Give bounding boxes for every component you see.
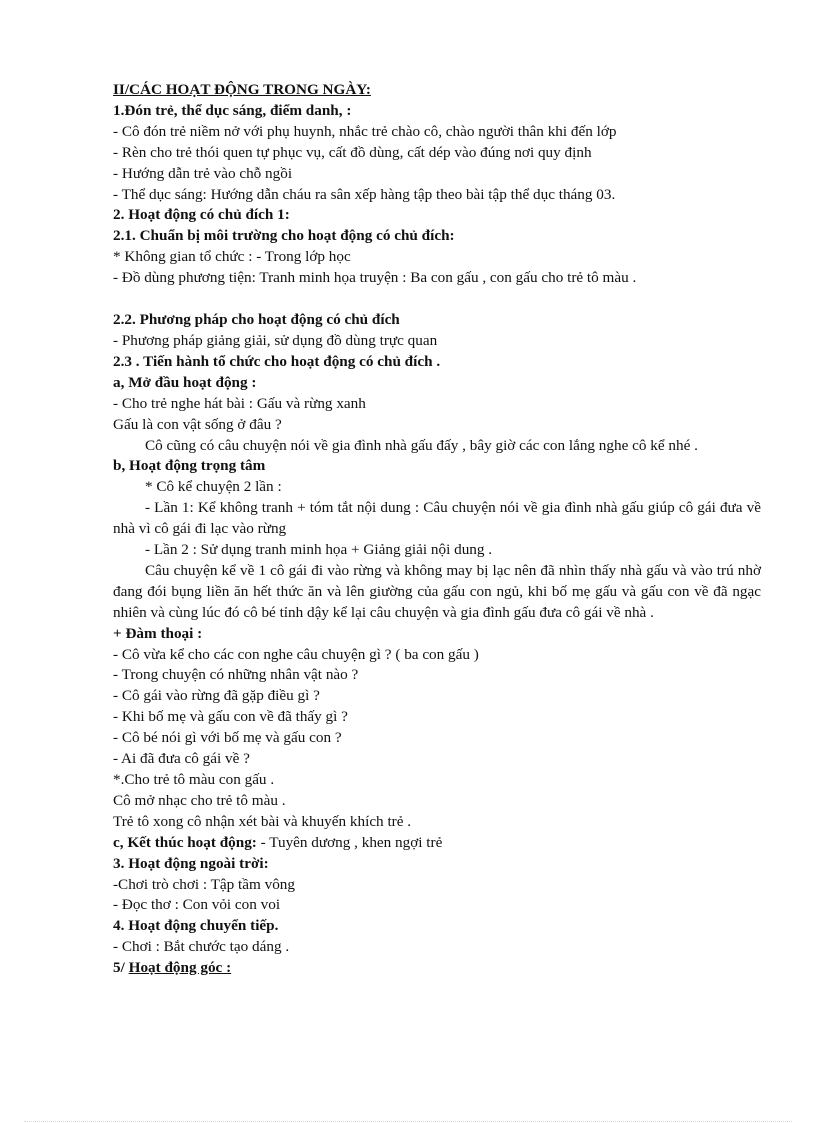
heading-4: 4. Hoạt động chuyển tiếp. (113, 917, 279, 935)
list-item: - Rèn cho trẻ thói quen tự phục vụ, cất đồ dùng, cất dép vào đúng nơi quy định (113, 143, 592, 161)
blank-line (113, 289, 761, 310)
heading-a: a, Mở đầu hoạt động : (113, 373, 257, 391)
document-body (113, 80, 761, 979)
section-title: II/CÁC HOẠT ĐỘNG TRONG NGÀY: (113, 81, 371, 98)
list-item: - Thể dục sáng: Hướng dẫn cháu ra sân xếp hàng tập theo bài tập thể dục tháng 03. (113, 185, 616, 203)
heading-3: 3. Hoạt động ngoài trời: (113, 854, 269, 872)
paragraph-intro: Cô cũng có câu chuyện nói về gia đình nhà gấu đấy , bây giờ các con lắng nghe cô kể nhé . (145, 436, 698, 454)
heading-c: c, Kết thúc hoạt động: (113, 833, 257, 851)
heading-c-text: - Tuyên dương , khen ngợi trẻ (256, 833, 443, 851)
list-item: - Trong chuyện có những nhân vật nào ? (113, 666, 359, 684)
heading-c-line (113, 833, 761, 854)
list-item: Gấu là con vật sống ở đâu ? (113, 415, 282, 433)
heading-5: Hoạt động góc : (128, 959, 232, 977)
heading-2: 2. Hoạt động có chủ đích 1: (113, 206, 290, 224)
list-item: * Cô kể chuyện 2 lần : (145, 478, 282, 496)
list-item: *.Cho trẻ tô màu con gấu . (113, 771, 275, 788)
list-item: -Chơi trò chơi : Tập tầm vông (113, 875, 295, 893)
list-item: Cô mở nhạc cho trẻ tô màu . (113, 791, 286, 809)
list-item: - Khi bố mẹ và gấu con về đã thấy gì ? (113, 708, 348, 726)
list-item: - Ai đã đưa cô gái về ? (113, 750, 250, 768)
list-item: - Cô vừa kể cho các con nghe câu chuyện gì ? ( ba con gấu ) (113, 645, 479, 663)
list-item: - Lần 2 : Sử dụng tranh minh họa + Giảng giải nội dung . (145, 541, 493, 559)
list-item: - Đồ dùng phương tiện: Tranh minh họa truyện : Ba con gấu , con gấu cho trẻ tô màu . (113, 269, 637, 287)
list-item: - Hướng dẫn trẻ vào chỗ ngồi (113, 164, 293, 182)
list-item: - Chơi : Bắt chước tạo dáng . (113, 938, 290, 956)
heading-1: 1.Đón trẻ, thể dục sáng, điểm danh, : (113, 101, 352, 119)
heading-5-number: 5/ (113, 959, 129, 977)
heading-2-1: 2.1. Chuẩn bị môi trường cho hoạt động có chủ đích: (113, 227, 455, 245)
heading-b: b, Hoạt động trọng tâm (113, 457, 266, 475)
list-item: - Cô bé nói gì với bố mẹ và gấu con ? (113, 729, 342, 747)
heading-2-3: 2.3 . Tiến hành tổ chức cho hoạt động có chủ đích . (113, 352, 441, 370)
list-item: Trẻ tô xong cô nhận xét bài và khuyến khích trẻ . (113, 812, 412, 830)
heading-2-2: 2.2. Phương pháp cho hoạt động có chủ đích (113, 311, 400, 329)
list-item: * Không gian tổ chức : - Trong lớp học (113, 248, 351, 266)
list-item: - Đọc thơ : Con vỏi con voi (113, 896, 281, 914)
list-item: - Phương pháp giảng giải, sử dụng đồ dùng trực quan (113, 331, 438, 349)
list-item: - Cô đón trẻ niềm nở với phụ huynh, nhắc trẻ chào cô, chào người thân khi đến lớp (113, 122, 617, 140)
heading-5-line (113, 958, 761, 979)
list-item: - Cho trẻ nghe hát bài : Gấu và rừng xanh (113, 394, 366, 412)
heading-dam-thoai: + Đàm thoại : (113, 624, 203, 642)
page-bottom-divider (24, 1121, 792, 1122)
paragraph-story: Câu chuyện kể về 1 cô gái đi vào rừng và không may bị lạc nên đã nhìn thấy nhà gấu và vào trú nhờ đang đói bụng liền ăn hết thức ăn và lên giường của gấu con ngủ, khi bố mẹ gấu và gấu con về đã ngạc nhiên và cùng lúc đó cô bé tỉnh dậy kể lại câu chuyện và gia đình gấu đưa cô gái về nhà . (113, 561, 761, 621)
paragraph-lan-1: - Lần 1: Kể không tranh + tóm tắt nội dung : Câu chuyện nói về gia đình nhà gấu giúp cô gái đưa về nhà vì cô gái đi lạc vào rừng (113, 499, 761, 538)
list-item: - Cô gái vào rừng đã gặp điều gì ? (113, 687, 320, 705)
